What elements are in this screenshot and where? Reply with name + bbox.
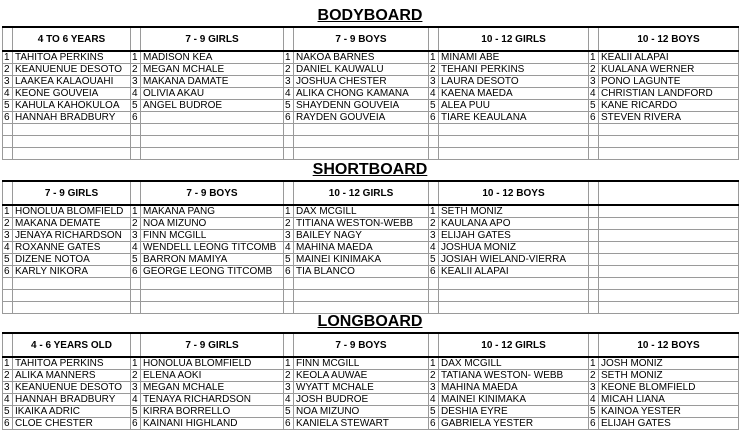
place-number: 3	[589, 382, 599, 394]
competitor-name: KAENA MAEDA	[439, 88, 589, 100]
competitor-name: HANNAH BRADBURY	[13, 112, 131, 124]
column-header: 7 - 9 GIRLS	[13, 181, 131, 205]
competitor-name: MICAH LIANA	[599, 394, 739, 406]
place-number: 5	[284, 100, 294, 112]
place-number: 6	[284, 418, 294, 430]
competitor-name: MAKANA DAMATE	[141, 76, 284, 88]
header-row	[3, 333, 739, 357]
competitor-name: MINAMI ABE	[439, 51, 589, 64]
place-number: 3	[589, 76, 599, 88]
column-header	[599, 181, 739, 205]
place-number: 2	[429, 370, 439, 382]
empty-cell	[131, 278, 141, 290]
place-number: 4	[284, 88, 294, 100]
competitor-name: BARRON MAMIYA	[141, 254, 284, 266]
empty-cell	[131, 290, 141, 302]
competitor-name: WYATT MCHALE	[294, 382, 429, 394]
empty-cell	[131, 136, 141, 148]
place-number: 2	[589, 370, 599, 382]
place-number: 6	[131, 266, 141, 278]
competitor-name: MAKANA DEMATE	[13, 218, 131, 230]
results-sheet	[2, 2, 738, 440]
competitor-name: GEORGE LEONG TITCOMB	[141, 266, 284, 278]
competitor-name: HANNAH BRADBURY	[13, 394, 131, 406]
place-number: 1	[3, 51, 13, 64]
competitor-name: MAHINA MAEDA	[439, 382, 589, 394]
competitor-name: KEANUENUE DESOTO	[13, 64, 131, 76]
competitor-name: KARLY NIKORA	[13, 266, 131, 278]
place-number: 5	[131, 100, 141, 112]
competitor-name: JOSHUA CHESTER	[294, 76, 429, 88]
place-number: 3	[429, 230, 439, 242]
place-number: 4	[131, 394, 141, 406]
empty-cell	[439, 290, 589, 302]
empty-cell	[294, 136, 429, 148]
place-number: 6	[131, 112, 141, 124]
competitor-name: DIZENE NOTOA	[13, 254, 131, 266]
column-header: 10 - 12 GIRLS	[439, 27, 589, 51]
empty-cell	[599, 124, 739, 136]
place-number: 4	[589, 394, 599, 406]
place-number	[589, 254, 599, 266]
competitor-name: GABRIELA YESTER	[439, 418, 589, 430]
competitor-name: KIRRA BORRELLO	[141, 406, 284, 418]
competitor-name: LAAKEA KALAOUAHI	[13, 76, 131, 88]
competitor-name: MEGAN MCHALE	[141, 382, 284, 394]
table-row	[3, 100, 739, 112]
empty-cell	[13, 136, 131, 148]
competitor-name: MEGAN MCHALE	[141, 64, 284, 76]
empty-cell	[284, 278, 294, 290]
header-spacer	[429, 27, 439, 51]
competitor-name: TATIANA WESTON- WEBB	[439, 370, 589, 382]
place-number: 5	[284, 406, 294, 418]
competitor-name: MAHINA MAEDA	[294, 242, 429, 254]
place-number: 5	[3, 254, 13, 266]
place-number: 2	[284, 218, 294, 230]
empty-cell	[589, 278, 599, 290]
competitor-name: KEALII ALAPAI	[439, 266, 589, 278]
place-number: 6	[429, 112, 439, 124]
place-number: 1	[429, 357, 439, 370]
header-spacer	[284, 333, 294, 357]
competitor-name: JENAYA RICHARDSON	[13, 230, 131, 242]
competitor-name: KANIELA STEWART	[294, 418, 429, 430]
competitor-name: JOSH MONIZ	[599, 357, 739, 370]
empty-cell	[141, 148, 284, 160]
competitor-name: TAHITOA PERKINS	[13, 51, 131, 64]
empty-cell	[3, 278, 13, 290]
section-title: BODYBOARD	[317, 7, 423, 24]
place-number: 3	[429, 76, 439, 88]
shortboard-table	[2, 180, 739, 314]
place-number: 1	[284, 357, 294, 370]
empty-cell	[141, 124, 284, 136]
table-row	[3, 112, 739, 124]
empty-row	[3, 136, 739, 148]
header-spacer	[429, 181, 439, 205]
place-number: 5	[429, 100, 439, 112]
empty-cell	[141, 136, 284, 148]
empty-cell	[589, 124, 599, 136]
section-title: LONGBOARD	[317, 313, 423, 330]
empty-cell	[13, 148, 131, 160]
place-number	[589, 266, 599, 278]
place-number: 4	[3, 88, 13, 100]
header-row	[3, 181, 739, 205]
empty-cell	[429, 148, 439, 160]
empty-cell	[284, 290, 294, 302]
table-row	[3, 205, 739, 218]
empty-cell	[141, 278, 284, 290]
competitor-name: TAHITOA PERKINS	[13, 357, 131, 370]
place-number: 2	[429, 64, 439, 76]
place-number: 5	[131, 254, 141, 266]
column-header: 4 TO 6 YEARS	[13, 27, 131, 51]
place-number: 4	[589, 88, 599, 100]
place-number: 3	[3, 76, 13, 88]
place-number: 2	[3, 370, 13, 382]
competitor-name	[599, 242, 739, 254]
header-spacer	[3, 181, 13, 205]
competitor-name: ELIJAH GATES	[599, 418, 739, 430]
empty-cell	[131, 148, 141, 160]
place-number: 6	[589, 418, 599, 430]
competitor-name: SETH MONIZ	[599, 370, 739, 382]
competitor-name: BAILEY NAGY	[294, 230, 429, 242]
empty-cell	[439, 136, 589, 148]
place-number: 4	[284, 394, 294, 406]
column-header: 7 - 9 GIRLS	[141, 27, 284, 51]
place-number: 6	[429, 266, 439, 278]
competitor-name: OLIVIA AKAU	[141, 88, 284, 100]
competitor-name: SETH MONIZ	[439, 205, 589, 218]
competitor-name: KAINANI HIGHLAND	[141, 418, 284, 430]
competitor-name: HONOLUA BLOMFIELD	[13, 205, 131, 218]
place-number: 4	[429, 88, 439, 100]
column-header: 7 - 9 BOYS	[294, 333, 429, 357]
table-row	[3, 76, 739, 88]
header-spacer	[3, 27, 13, 51]
table-row	[3, 242, 739, 254]
competitor-name: HONOLUA BLOMFIELD	[141, 357, 284, 370]
header-spacer	[589, 181, 599, 205]
place-number: 1	[284, 51, 294, 64]
competitor-name: MAINEI KINIMAKA	[439, 394, 589, 406]
place-number	[589, 242, 599, 254]
competitor-name: ANGEL BUDROE	[141, 100, 284, 112]
competitor-name: KAINOA YESTER	[599, 406, 739, 418]
place-number: 1	[589, 51, 599, 64]
table-row	[3, 230, 739, 242]
empty-cell	[294, 278, 429, 290]
competitor-name: ELENA AOKI	[141, 370, 284, 382]
empty-row	[3, 290, 739, 302]
place-number: 1	[589, 357, 599, 370]
empty-cell	[429, 124, 439, 136]
table-row	[3, 357, 739, 370]
empty-cell	[589, 136, 599, 148]
competitor-name: DAX MCGILL	[439, 357, 589, 370]
table-row	[3, 254, 739, 266]
competitor-name: FINN MCGILL	[294, 357, 429, 370]
competitor-name: KEONE BLOMFIELD	[599, 382, 739, 394]
place-number: 1	[3, 205, 13, 218]
competitor-name: MAKANA PANG	[141, 205, 284, 218]
place-number: 3	[131, 382, 141, 394]
longboard-section	[2, 312, 738, 430]
empty-cell	[439, 278, 589, 290]
table-row	[3, 418, 739, 430]
place-number: 6	[3, 112, 13, 124]
column-header: 10 - 12 GIRLS	[439, 333, 589, 357]
table-row	[3, 370, 739, 382]
empty-cell	[599, 148, 739, 160]
section-title: SHORTBOARD	[312, 161, 428, 178]
empty-cell	[131, 124, 141, 136]
place-number	[589, 205, 599, 218]
empty-cell	[141, 290, 284, 302]
place-number: 2	[3, 218, 13, 230]
competitor-name: NOA MIZUNO	[141, 218, 284, 230]
competitor-name	[599, 205, 739, 218]
competitor-name	[141, 112, 284, 124]
competitor-name: KANE RICARDO	[599, 100, 739, 112]
table-row	[3, 394, 739, 406]
empty-cell	[599, 278, 739, 290]
place-number: 5	[3, 100, 13, 112]
competitor-name: CHRISTIAN LANDFORD	[599, 88, 739, 100]
empty-cell	[294, 124, 429, 136]
header-spacer	[131, 27, 141, 51]
place-number: 2	[3, 64, 13, 76]
competitor-name: JOSH BUDROE	[294, 394, 429, 406]
competitor-name: DANIEL KAUWALU	[294, 64, 429, 76]
header-spacer	[131, 333, 141, 357]
empty-row	[3, 124, 739, 136]
header-spacer	[3, 333, 13, 357]
place-number: 2	[429, 218, 439, 230]
competitor-name: NAKOA BARNES	[294, 51, 429, 64]
place-number: 2	[131, 218, 141, 230]
place-number: 5	[589, 100, 599, 112]
place-number: 6	[3, 266, 13, 278]
place-number: 2	[284, 370, 294, 382]
competitor-name: PONO LAGUNTE	[599, 76, 739, 88]
place-number: 2	[589, 64, 599, 76]
empty-row	[3, 278, 739, 290]
table-row	[3, 406, 739, 418]
shortboard-section	[2, 160, 738, 314]
place-number: 4	[284, 242, 294, 254]
place-number: 1	[429, 205, 439, 218]
place-number: 5	[589, 406, 599, 418]
competitor-name: MADISON KEA	[141, 51, 284, 64]
empty-cell	[3, 148, 13, 160]
place-number: 3	[131, 230, 141, 242]
empty-cell	[439, 148, 589, 160]
empty-cell	[294, 290, 429, 302]
competitor-name: JOSIAH WIELAND-VIERRA	[439, 254, 589, 266]
empty-cell	[3, 124, 13, 136]
header-spacer	[284, 181, 294, 205]
column-header: 10 - 12 BOYS	[599, 27, 739, 51]
empty-cell	[599, 136, 739, 148]
place-number: 1	[284, 205, 294, 218]
empty-cell	[284, 136, 294, 148]
competitor-name: STEVEN RIVERA	[599, 112, 739, 124]
place-number: 5	[3, 406, 13, 418]
place-number: 2	[131, 64, 141, 76]
place-number: 6	[429, 418, 439, 430]
place-number: 1	[131, 357, 141, 370]
header-spacer	[284, 27, 294, 51]
place-number	[589, 230, 599, 242]
competitor-name: DESHIA EYRE	[439, 406, 589, 418]
place-number	[589, 218, 599, 230]
empty-cell	[429, 136, 439, 148]
empty-cell	[589, 290, 599, 302]
competitor-name: WENDELL LEONG TITCOMB	[141, 242, 284, 254]
table-row	[3, 382, 739, 394]
empty-cell	[294, 148, 429, 160]
place-number: 3	[284, 76, 294, 88]
bodyboard-section	[2, 6, 738, 160]
competitor-name: KUALANA WERNER	[599, 64, 739, 76]
empty-cell	[13, 124, 131, 136]
place-number: 1	[429, 51, 439, 64]
place-number: 3	[429, 382, 439, 394]
competitor-name: TENAYA RICHARDSON	[141, 394, 284, 406]
table-row	[3, 218, 739, 230]
empty-cell	[13, 278, 131, 290]
place-number: 4	[3, 394, 13, 406]
empty-cell	[429, 290, 439, 302]
column-header: 7 - 9 BOYS	[294, 27, 429, 51]
competitor-name: DAX MCGILL	[294, 205, 429, 218]
competitor-name: ALIKA MANNERS	[13, 370, 131, 382]
competitor-name: KEALII ALAPAI	[599, 51, 739, 64]
competitor-name: CLOE CHESTER	[13, 418, 131, 430]
place-number: 6	[284, 112, 294, 124]
column-header: 4 - 6 YEARS OLD	[13, 333, 131, 357]
competitor-name: SHAYDENN GOUVEIA	[294, 100, 429, 112]
competitor-name: ALEA PUU	[439, 100, 589, 112]
place-number: 2	[284, 64, 294, 76]
bodyboard-table	[2, 26, 739, 160]
place-number: 6	[131, 418, 141, 430]
competitor-name: NOA MIZUNO	[294, 406, 429, 418]
competitor-name: ROXANNE GATES	[13, 242, 131, 254]
place-number: 5	[429, 254, 439, 266]
place-number: 4	[131, 242, 141, 254]
header-spacer	[131, 181, 141, 205]
empty-cell	[284, 124, 294, 136]
competitor-name: TEHANI PERKINS	[439, 64, 589, 76]
competitor-name: MAINEI KINIMAKA	[294, 254, 429, 266]
empty-cell	[3, 136, 13, 148]
place-number: 4	[429, 242, 439, 254]
competitor-name	[599, 266, 739, 278]
column-header: 7 - 9 GIRLS	[141, 333, 284, 357]
competitor-name: JOSHUA MONIZ	[439, 242, 589, 254]
competitor-name: IKAIKA ADRIC	[13, 406, 131, 418]
place-number: 4	[3, 242, 13, 254]
table-row	[3, 266, 739, 278]
column-header: 10 - 12 BOYS	[439, 181, 589, 205]
place-number: 3	[3, 230, 13, 242]
empty-cell	[439, 124, 589, 136]
competitor-name: TIARE KEAULANA	[439, 112, 589, 124]
empty-cell	[429, 278, 439, 290]
place-number: 3	[131, 76, 141, 88]
longboard-table	[2, 332, 739, 430]
competitor-name: TITIANA WESTON-WEBB	[294, 218, 429, 230]
place-number: 1	[131, 205, 141, 218]
competitor-name: RAYDEN GOUVEIA	[294, 112, 429, 124]
place-number: 3	[3, 382, 13, 394]
table-row	[3, 51, 739, 64]
competitor-name: FINN MCGILL	[141, 230, 284, 242]
competitor-name: KAHULA KAHOKULOA	[13, 100, 131, 112]
competitor-name	[599, 218, 739, 230]
place-number: 1	[3, 357, 13, 370]
competitor-name: KEANUENUE DESOTO	[13, 382, 131, 394]
competitor-name: KEOLA AUWAE	[294, 370, 429, 382]
competitor-name: KAULANA APO	[439, 218, 589, 230]
place-number: 5	[284, 254, 294, 266]
column-header: 7 - 9 BOYS	[141, 181, 284, 205]
place-number: 3	[284, 230, 294, 242]
place-number: 5	[429, 406, 439, 418]
place-number: 6	[589, 112, 599, 124]
header-spacer	[429, 333, 439, 357]
empty-cell	[599, 290, 739, 302]
competitor-name	[599, 254, 739, 266]
table-row	[3, 64, 739, 76]
place-number: 6	[284, 266, 294, 278]
header-row	[3, 27, 739, 51]
empty-cell	[3, 290, 13, 302]
competitor-name	[599, 230, 739, 242]
empty-row	[3, 148, 739, 160]
place-number: 6	[3, 418, 13, 430]
place-number: 5	[131, 406, 141, 418]
place-number: 2	[131, 370, 141, 382]
column-header: 10 - 12 GIRLS	[294, 181, 429, 205]
place-number: 1	[131, 51, 141, 64]
empty-cell	[589, 148, 599, 160]
place-number: 4	[131, 88, 141, 100]
competitor-name: TIA BLANCO	[294, 266, 429, 278]
competitor-name: KEONE GOUVEIA	[13, 88, 131, 100]
column-header: 10 - 12 BOYS	[599, 333, 739, 357]
place-number: 4	[429, 394, 439, 406]
competitor-name: ALIKA CHONG KAMANA	[294, 88, 429, 100]
place-number: 3	[284, 382, 294, 394]
header-spacer	[589, 27, 599, 51]
table-row	[3, 88, 739, 100]
competitor-name: LAURA DESOTO	[439, 76, 589, 88]
header-spacer	[589, 333, 599, 357]
empty-cell	[284, 148, 294, 160]
competitor-name: ELIJAH GATES	[439, 230, 589, 242]
empty-cell	[13, 290, 131, 302]
